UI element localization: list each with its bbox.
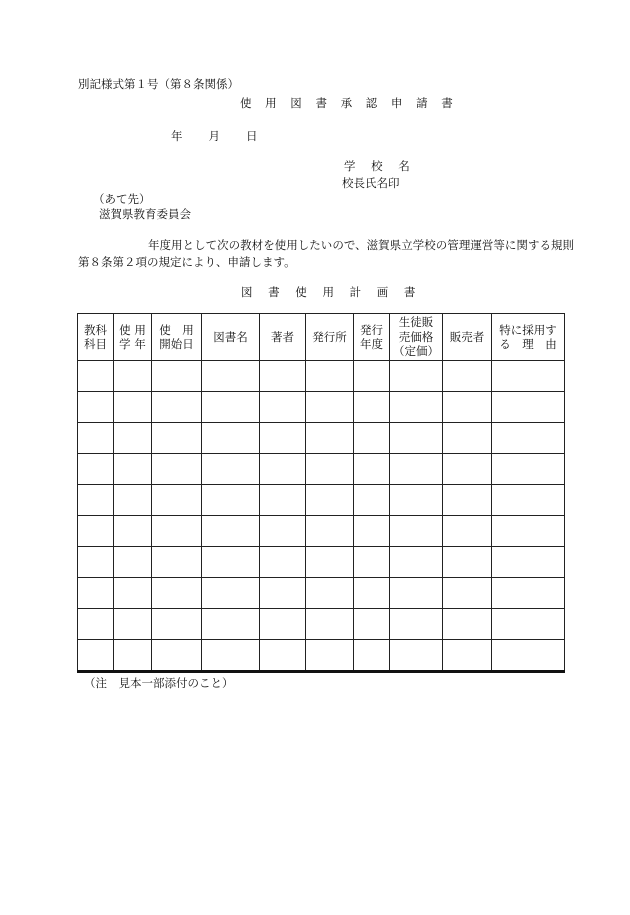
table-cell[interactable] (443, 361, 492, 392)
table-cell[interactable] (114, 454, 152, 485)
table-cell[interactable] (306, 547, 354, 578)
table-cell[interactable] (390, 609, 443, 640)
column-header (202, 314, 260, 361)
column-header-line: 年度 (360, 337, 383, 351)
table-cell[interactable] (114, 392, 152, 423)
table-cell[interactable] (78, 609, 114, 640)
table-row (78, 578, 565, 609)
principal-name-seal-label: 校長氏名印 (342, 176, 400, 190)
table-cell[interactable] (202, 609, 260, 640)
column-header (78, 314, 114, 361)
table-cell[interactable] (390, 454, 443, 485)
column-header-line: 開始日 (159, 337, 194, 351)
table-cell[interactable] (260, 454, 306, 485)
table-header-row (78, 314, 565, 361)
column-header (152, 314, 202, 361)
table-cell[interactable] (492, 640, 565, 672)
table-cell[interactable] (492, 578, 565, 609)
table-cell[interactable] (390, 516, 443, 547)
table-cell[interactable] (152, 609, 202, 640)
column-header-line: 販売者 (449, 329, 485, 344)
table-cell[interactable] (152, 454, 202, 485)
table-cell[interactable] (152, 640, 202, 672)
table-cell[interactable] (114, 640, 152, 672)
table-cell[interactable] (78, 361, 114, 392)
table-cell[interactable] (114, 609, 152, 640)
column-header-line: 生徒販 (398, 315, 434, 330)
table-cell[interactable] (390, 392, 443, 423)
table-cell[interactable] (443, 578, 492, 609)
table-cell[interactable] (390, 547, 443, 578)
table-cell[interactable] (354, 640, 390, 672)
table-cell[interactable] (260, 392, 306, 423)
table-cell[interactable] (354, 454, 390, 485)
table-cell[interactable] (306, 485, 354, 516)
application-body-text: 年度用として次の教材を使用したいので、滋賀県立学校の管理運営等に関する規則第８条第２項の規定により、申請します。 (78, 238, 574, 269)
table-row (78, 640, 565, 672)
table-cell[interactable] (492, 392, 565, 423)
table-cell[interactable] (202, 640, 260, 672)
table-cell[interactable] (354, 392, 390, 423)
table-cell[interactable] (260, 547, 306, 578)
table-cell[interactable] (306, 609, 354, 640)
table-cell[interactable] (78, 423, 114, 454)
column-header-line: 学 年 (119, 337, 146, 351)
addressee-name: 滋賀県教育委員会 (99, 207, 191, 221)
table-cell[interactable] (306, 392, 354, 423)
column-header (306, 314, 354, 361)
table-cell[interactable] (78, 485, 114, 516)
table-cell[interactable] (354, 423, 390, 454)
date-line: 年 月 日 (171, 129, 259, 143)
table-cell[interactable] (443, 454, 492, 485)
table-cell[interactable] (202, 485, 260, 516)
table-cell[interactable] (114, 516, 152, 547)
addressee-label: （あて先） (93, 192, 151, 206)
table-body (78, 361, 565, 672)
table-row (78, 516, 565, 547)
column-header (354, 314, 390, 361)
table-cell[interactable] (492, 609, 565, 640)
table-cell[interactable] (152, 361, 202, 392)
column-header (443, 314, 492, 361)
table-cell[interactable] (152, 578, 202, 609)
table-cell[interactable] (114, 361, 152, 392)
column-header (492, 314, 565, 361)
column-header (114, 314, 152, 361)
table-cell[interactable] (354, 361, 390, 392)
table-cell[interactable] (354, 516, 390, 547)
attachment-note: （注 見本一部添付のこと） (84, 676, 234, 690)
table-cell[interactable] (114, 423, 152, 454)
table-cell[interactable] (78, 454, 114, 485)
table-cell[interactable] (78, 392, 114, 423)
table-row (78, 361, 565, 392)
table-cell[interactable] (306, 454, 354, 485)
table-cell[interactable] (306, 578, 354, 609)
column-header-line: 著者 (271, 329, 294, 344)
table-cell[interactable] (202, 547, 260, 578)
table-cell[interactable] (202, 454, 260, 485)
table-cell[interactable] (260, 423, 306, 454)
table-cell[interactable] (443, 485, 492, 516)
table-cell[interactable] (354, 609, 390, 640)
table-cell[interactable] (492, 485, 565, 516)
table-cell[interactable] (152, 423, 202, 454)
table-cell[interactable] (443, 516, 492, 547)
table-cell[interactable] (354, 547, 390, 578)
table-cell[interactable] (114, 547, 152, 578)
table-cell[interactable] (260, 485, 306, 516)
table-row (78, 547, 565, 578)
document-title: 使 用 図 書 承 認 申 請 書 (240, 96, 458, 110)
column-header-line: 売価格 (398, 329, 434, 344)
table-cell[interactable] (202, 423, 260, 454)
table-cell[interactable] (114, 578, 152, 609)
table-cell[interactable] (306, 640, 354, 672)
table-row (78, 454, 565, 485)
column-header (260, 314, 306, 361)
table-row (78, 423, 565, 454)
table-cell[interactable] (443, 547, 492, 578)
table-cell[interactable] (260, 361, 306, 392)
table-cell[interactable] (492, 547, 565, 578)
column-header-line: 図書名 (213, 329, 248, 344)
table-cell[interactable] (443, 392, 492, 423)
table-cell[interactable] (152, 392, 202, 423)
table-cell[interactable] (492, 361, 565, 392)
form-number: 別記様式第１号（第８条関係） (78, 77, 239, 91)
table-cell[interactable] (492, 516, 565, 547)
table-cell[interactable] (260, 609, 306, 640)
table-cell[interactable] (202, 578, 260, 609)
table-row (78, 609, 565, 640)
column-header (390, 314, 443, 361)
table-cell[interactable] (78, 578, 114, 609)
table-cell[interactable] (354, 578, 390, 609)
table-cell[interactable] (443, 423, 492, 454)
table-cell[interactable] (78, 547, 114, 578)
table-cell[interactable] (306, 423, 354, 454)
column-header-line: 教科 (84, 322, 107, 337)
column-header-line: る 理 由 (499, 337, 557, 351)
table-cell[interactable] (306, 361, 354, 392)
table-cell[interactable] (78, 516, 114, 547)
book-usage-plan-table (77, 313, 565, 673)
table-row (78, 392, 565, 423)
table-cell[interactable] (114, 485, 152, 516)
column-header-line: 発行 (360, 322, 383, 337)
table-cell[interactable] (443, 640, 492, 672)
column-header-line: 使 用 (159, 322, 194, 337)
table-cell[interactable] (152, 485, 202, 516)
table-cell[interactable] (260, 516, 306, 547)
school-name-label: 学 校 名 (344, 159, 416, 173)
table-cell[interactable] (306, 516, 354, 547)
table-cell[interactable] (390, 578, 443, 609)
table-cell[interactable] (492, 423, 565, 454)
table-cell[interactable] (202, 361, 260, 392)
table-cell[interactable] (390, 361, 443, 392)
table-cell[interactable] (390, 485, 443, 516)
table-cell[interactable] (260, 578, 306, 609)
table-row (78, 485, 565, 516)
table-cell[interactable] (390, 423, 443, 454)
column-header-line: 科目 (84, 337, 107, 351)
column-header-line: 使 用 (119, 322, 146, 337)
table-cell[interactable] (443, 609, 492, 640)
column-header-line: 特に採用す (499, 322, 557, 337)
table-cell[interactable] (492, 454, 565, 485)
table-cell[interactable] (390, 640, 443, 672)
table-cell[interactable] (202, 516, 260, 547)
column-header-line: （定価） (393, 344, 439, 359)
table-cell[interactable] (260, 640, 306, 672)
column-header-line: 発行所 (312, 329, 347, 344)
table-cell[interactable] (202, 392, 260, 423)
table-cell[interactable] (78, 640, 114, 672)
table-cell[interactable] (152, 547, 202, 578)
table-cell[interactable] (152, 516, 202, 547)
table-cell[interactable] (354, 485, 390, 516)
table-title: 図 書 使 用 計 画 書 (241, 285, 422, 299)
